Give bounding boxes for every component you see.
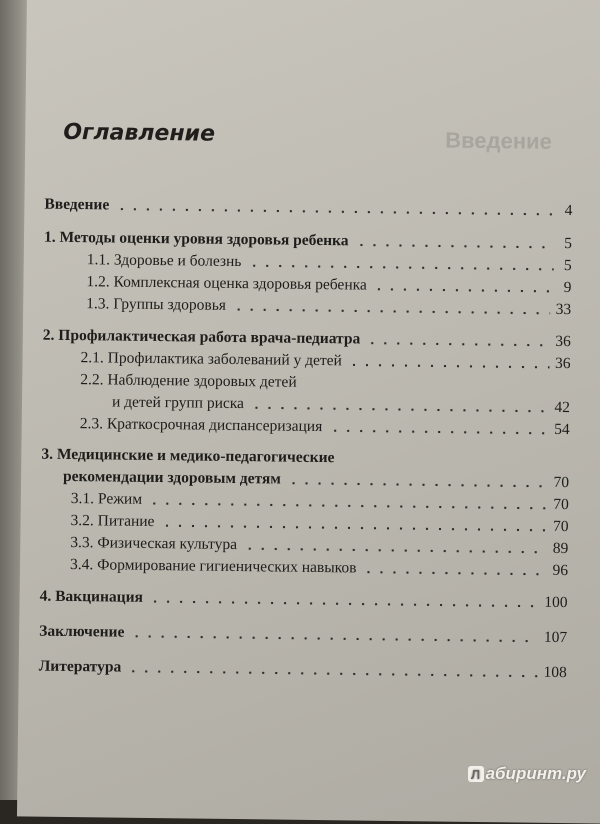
toc-entry-label: 1.1. Здоровье и болезнь (86, 251, 242, 271)
toc-entry-page: 42 (554, 398, 571, 417)
toc-entry-page: 107 (543, 628, 568, 647)
toc-entry-page: 9 (563, 279, 572, 297)
toc-entry-page: 89 (552, 539, 569, 558)
toc-entry-page: 54 (554, 420, 570, 439)
toc-entry-page: 96 (552, 561, 569, 580)
labirint-watermark (468, 764, 586, 784)
toc-entry-page: 108 (543, 663, 567, 682)
toc-entry-page: 70 (553, 473, 570, 492)
toc-entry-label: 2. Профилактическая работа врача-педиатра (42, 326, 361, 348)
toc-entry-1-3[interactable] (86, 291, 571, 319)
toc-entry-label: 1.2. Комплексная оценка здоровья ребенка (86, 273, 367, 294)
toc-entry-label: 2.3. Краткосрочная диспансеризация (79, 415, 323, 436)
toc-entry-label: рекомендации здоровым детям (63, 467, 282, 488)
dot-leader (362, 571, 546, 576)
toc-entry-label: 3.3. Физическая культура (70, 533, 238, 554)
toc-entry-label: 4. Вакцинация (39, 587, 144, 606)
dot-leader (250, 406, 549, 413)
toc-entry-page: 70 (553, 495, 569, 514)
labirint-logo-icon: Л (468, 766, 484, 782)
dot-leader (115, 208, 554, 216)
toc-entry-intro[interactable] (44, 192, 572, 220)
page-title: Оглавление (63, 119, 216, 147)
dot-leader (366, 342, 549, 347)
toc-entry-label: 3.2. Питание (70, 511, 155, 531)
dot-leader (148, 502, 547, 510)
toc-entry-label: 1.3. Группы здоровья (86, 295, 227, 314)
toc-entry-page: 4 (564, 202, 573, 220)
toc-entry-page: 33 (555, 300, 572, 319)
dot-leader (130, 635, 538, 643)
dot-leader (348, 363, 549, 368)
toc-entry-label: 1. Методы оценки уровня здоровья ребенка (43, 228, 349, 250)
dot-leader (247, 264, 553, 271)
toc-entry-2-3[interactable] (80, 411, 570, 439)
toc-entry-page: 36 (555, 332, 571, 351)
toc-entry-3-4[interactable] (70, 552, 568, 580)
toc-entry-label: 3.4. Формирование гигиенических навыков (69, 555, 357, 577)
toc-entry-references[interactable] (39, 654, 567, 682)
toc-entry-chapter-4[interactable] (40, 584, 568, 612)
toc-entry-label: Литература (38, 657, 122, 676)
dot-leader (149, 600, 538, 608)
bleed-through-heading: Введение (445, 127, 553, 154)
toc-entry-label: Заключение (39, 622, 125, 641)
toc-entry-label: и детей групп риска (111, 393, 245, 413)
dot-leader (160, 524, 547, 532)
toc-entry-label: 2.2. Наблюдение здоровых детей (80, 371, 297, 391)
toc-entry-page: 36 (554, 354, 571, 373)
toc-entry-page: 5 (563, 257, 572, 275)
dot-leader (232, 308, 550, 315)
toc-entry-label: 3. Медицинские и медико-педагогические (41, 445, 335, 467)
dot-leader (287, 482, 548, 488)
dot-leader (373, 288, 554, 293)
toc-entry-label: Введение (44, 195, 110, 214)
table-of-contents (38, 192, 573, 682)
toc-entry-page: 70 (552, 517, 569, 536)
toc-entry-label: 3.1. Режим (70, 490, 143, 508)
dot-leader (127, 670, 537, 678)
toc-entry-page: 100 (544, 593, 568, 612)
toc-entry-conclusion[interactable] (39, 619, 567, 647)
toc-entry-page: 5 (564, 235, 573, 253)
watermark-text: абиринт.ру (485, 764, 586, 783)
toc-entry-label: 2.1. Профилактика заболеваний у детей (80, 349, 343, 370)
book-page (17, 0, 600, 824)
dot-leader (328, 429, 548, 435)
dot-leader (243, 547, 547, 554)
dot-leader (354, 243, 554, 248)
